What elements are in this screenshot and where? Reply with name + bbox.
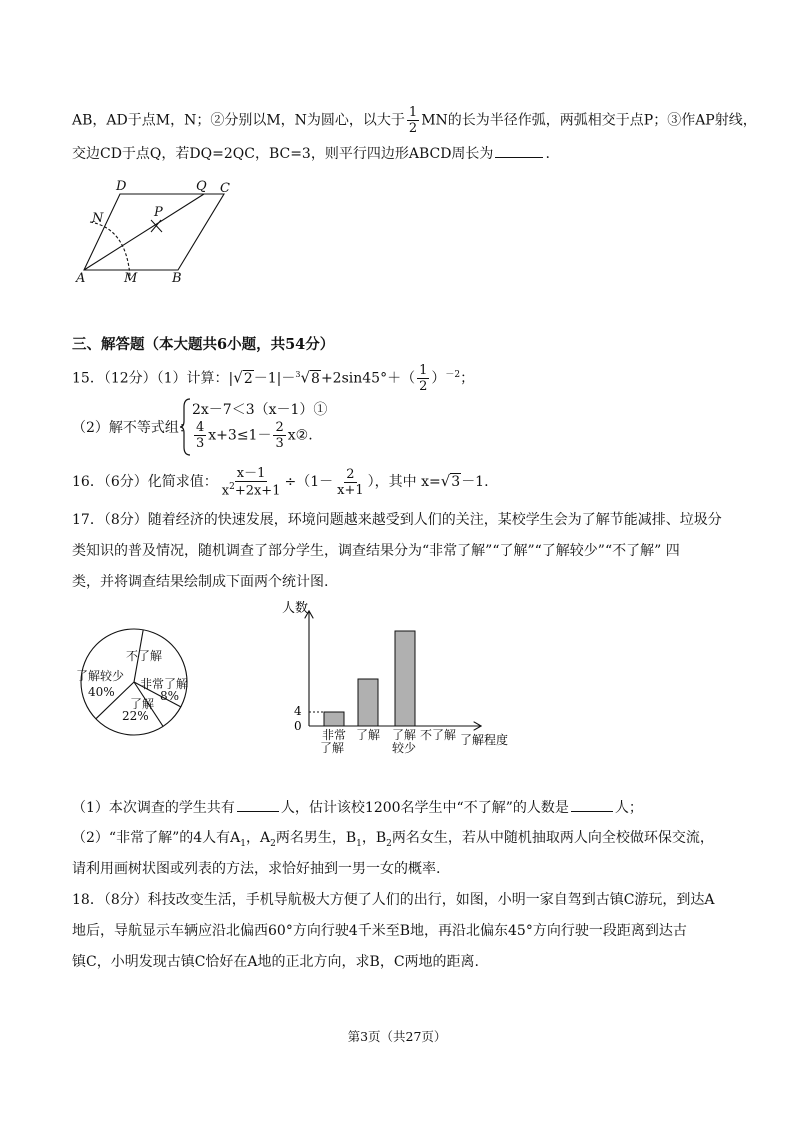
answer-blank xyxy=(495,143,543,158)
page-footer: 第3页（共27页） xyxy=(347,1029,447,1044)
q14-fraction: $\frac{1}{2}$ xyxy=(408,105,418,136)
pie-pct-liaojie: 22% xyxy=(122,709,149,723)
q17-line2: 类知识的普及情况，随机调查了部分学生，调查结果分为“非常了解”“了解”“了解较少”“不了解” 四 xyxy=(72,543,680,559)
bar-liaojiejiaoshao xyxy=(395,631,415,726)
pie-label-liaojiejiaoshao: 了解较少 xyxy=(76,669,125,683)
pie-pct-feichangliaojie: 8% xyxy=(160,689,180,703)
x-label-feichangliaojie-2: 了解 xyxy=(320,741,345,755)
q18-line2: 地后，导航显示车辆应沿北偏西60°方向行驶4千米至B地，再沿北偏东45°方向行驶一段距离到达古 xyxy=(72,923,687,939)
label-C: C xyxy=(220,181,230,196)
q14-line1: AB，AD于点M，N；②分别以M，N为圆心，以大于 $\frac{1}{2}$ MN的长为半径作弧，两弧相交于点P；③作AP射线， xyxy=(72,105,757,136)
label-Q: Q xyxy=(196,179,207,194)
label-B: B xyxy=(172,271,182,286)
label-M: M xyxy=(124,271,138,286)
x-label-liaojie: 了解 xyxy=(356,728,381,742)
q17-sub1: （1）本次调查的学生共有 人，估计该校1200名学生中“不了解”的人数是 人； xyxy=(72,797,643,818)
parallelogram-figure xyxy=(66,176,246,288)
label-P: P xyxy=(154,205,163,220)
pie-pct-liaojiejiaoshao: 40% xyxy=(88,685,115,699)
q17-sub2-line2: 请利用画树状图或列表的方法，求恰好抽到一男一女的概率. xyxy=(72,861,441,877)
brace-icon xyxy=(180,397,192,457)
q16-line: 16．（6分）化简求值： $\frac{x-1}{x^2+2x+1}$ ÷（1－ $\frac{2}{x+1}$ ），其中 x=√3－1. xyxy=(72,466,489,499)
x-label-feichangliaojie-1: 非常 xyxy=(322,728,347,742)
answer-blank xyxy=(571,797,613,812)
q17-line3: 类，并将调查结果绘制成下面两个统计图. xyxy=(72,574,329,590)
q15-part2-label: （2）解不等式组： xyxy=(72,420,193,436)
q14-line2: 交边CD于点Q，若DQ=2QC，BC=3，则平行四边形ABCD周长为 . xyxy=(72,143,550,164)
pie-label-liaojie: 了解 xyxy=(130,697,155,711)
section-3-heading: 三、解答题（本大题共6小题，共54分） xyxy=(72,336,335,353)
q18-line3: 镇C，小明发现古镇C恰好在A地的正北方向，求B，C两地的距离. xyxy=(72,954,479,970)
inequality-system xyxy=(180,397,330,457)
label-D: D xyxy=(116,179,127,194)
label-A: A xyxy=(76,271,86,286)
bar-feichangliaojie xyxy=(324,712,344,726)
inequality-1: 2x－7＜3（x－1）① xyxy=(192,402,328,418)
y-axis-label: 人数 xyxy=(282,601,309,616)
pie-label-feichangliaojie: 非常了解 xyxy=(140,677,189,691)
q18-line1: 18．（8分）科技改变生活，手机导航极大方便了人们的出行，如图，小明一家自驾到古镇C游玩，到达A xyxy=(72,892,715,908)
pie-chart xyxy=(74,622,194,742)
x-label-liaojiejiaoshao-2: 较少 xyxy=(392,741,417,755)
arc-mn xyxy=(90,222,130,276)
x-axis-label: 了解程度 xyxy=(460,733,509,747)
bar-chart xyxy=(280,598,520,756)
x-label-liaojiejiaoshao-1: 了解 xyxy=(392,728,417,742)
q15-part1: 15．（12分）（1）计算：|√2－1|－$^3$√8+2sin45°＋（ $\frac{1}{2}$ ）$^{-2}$； xyxy=(72,363,475,394)
y-tick-0: 0 xyxy=(294,719,302,733)
q17-line1: 17．（8分）随着经济的快速发展，环境问题越来越受到人们的关注，某校学生会为了解节能减排、垃圾分 xyxy=(72,512,722,528)
answer-blank xyxy=(237,797,279,812)
bar-liaojie xyxy=(358,679,378,726)
label-N: N xyxy=(92,211,104,226)
y-tick-4: 4 xyxy=(294,704,302,718)
pie-label-buliaojie: 不了解 xyxy=(126,649,163,663)
x-label-buliaojie: 不了解 xyxy=(420,728,457,742)
inequality-2: $\frac{4}{3}$ x+3≤1－ $\frac{2}{3}$ x②. xyxy=(196,420,313,451)
q17-sub2-line1: （2）“非常了解”的4人有$A_1$，$A_2$两名男生，$B_1$，$B_2$两名女生，若从中随机抽取两人向全校做环保交流， xyxy=(72,830,714,849)
